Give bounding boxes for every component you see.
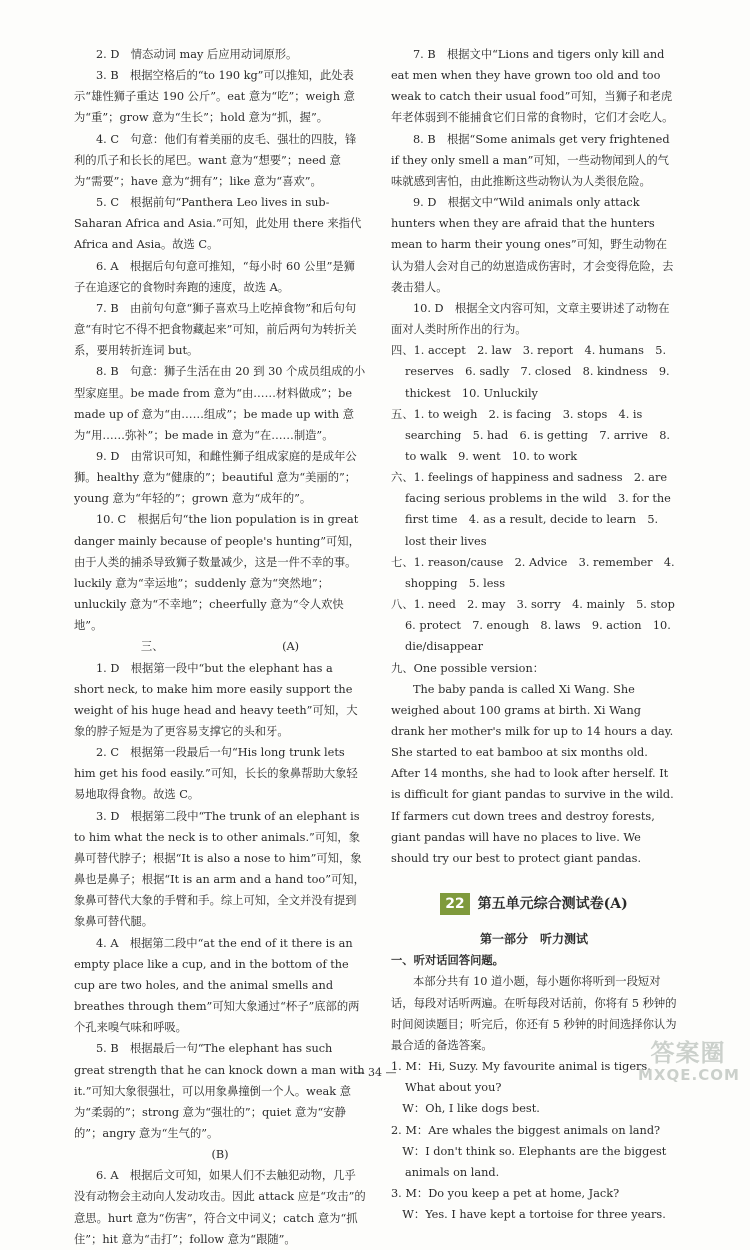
- listening-item: W：I don't think so. Elephants are the biggest animals on land.: [391, 1144, 667, 1179]
- answer-explanation: 2. C 根据第一段最后一句“His long trunk lets him get his food easily.”可知，长长的象鼻帮助大象轻易地取得食物。故选 C。: [74, 746, 358, 802]
- answer-explanation: 2. D 情态动词 may 后应用动词原形。: [96, 48, 298, 61]
- answer-explanation: 三、 (A): [140, 640, 300, 654]
- answer-explanation: 7. B 由前句句意“狮子喜欢马上吃掉食物”和后句句意“有时它不得不把食物藏起来”可知，前后两句为转折关系，要用转折连词 but。: [74, 301, 357, 358]
- unit-title: 第五单元综合测试卷(A): [477, 895, 628, 912]
- answer-explanation: 3. B 根据空格后的“to 190 kg”可以推知，此处表示“雄性狮子重达 190 公斤”。eat 意为“吃”；weigh 意为“重”；grow 意为“生长”；hold 意为“抓，握”。: [74, 69, 355, 125]
- answer-explanation: 6. A 根据后句句意可推知，“每小时 60 公里”是狮子在追逐它的食物时奔跑的速度，故选 A。: [74, 259, 355, 294]
- answer-item: 四、1. accept 2. law 3. report 4. humans 5. reserves 6. sadly 7. closed 8. kindness 9. thickest 10. Unluckily: [391, 344, 670, 400]
- answer-item: 8. B 根据“Some animals get very frightened if they only smell a man”可知，一些动物闻到人的气味就感到害怕，由此推断这些动物认为人类很危险。: [391, 132, 670, 188]
- answer-explanation: 5. B 根据最后一句“The elephant has such great strength that he can knock down a man with it.”可知大象很强壮，可以用象鼻撞倒一个人。weak 意为“柔弱的”；strong 意为“强壮的”；quiet 意为“安静的”；angry 意为“生气的”。: [74, 1042, 365, 1140]
- answer-explanation: 6. A 根据后文可知，如果人们不去触犯动物，几乎没有动物会主动向人发动攻击。因此 attack 应是“攻击”的意思。hurt 意为“伤害”，符合文中词义；catch 意为“抓住”；hit 意为“击打”；follow 意为“跟随”。: [74, 1169, 366, 1246]
- answer-key-section: [391, 44, 687, 869]
- answer-item: 五、1. to weigh 2. is facing 3. stops 4. is searching 5. had 6. is getting 7. arrive 8. to walk 9. went 10. to work: [391, 407, 670, 463]
- listening-item: 2. M：Are whales the biggest animals on land?: [391, 1123, 661, 1137]
- answer-item: The baby panda is called Xi Wang. She weighed about 100 grams at birth. Xi Wang drank her mother's milk for up to 14 hours a day. She started to eat bamboo at six months old. After 14 months, she had to look after herself. It is difficult for giant pandas to survive in the wild. If farmers cut down trees and destroy forests, giant pandas will have no places to live. We should try our best to protect giant pandas.: [391, 682, 674, 865]
- listening-item: W：Oh, I like dogs best.: [391, 1102, 540, 1116]
- listening-item: 1. M：Hi, Suzy. My favourite animal is tigers. What about you?: [391, 1060, 651, 1095]
- unit-heading: [391, 893, 677, 915]
- answer-explanation: 9. D 由常识可知，和雌性狮子组成家庭的是成年公狮。healthy 意为“健康的”；beautiful 意为“美丽的”；young 意为“年轻的”；grown 意为“成年的”。: [74, 449, 357, 506]
- listening-item: 3. M：Do you keep a pet at home, Jack?: [391, 1186, 620, 1200]
- listening-item: 一、听对话回答问题。: [391, 953, 504, 968]
- unit-number-badge: 22: [440, 893, 469, 915]
- answer-item: 9. D 根据文中“Wild animals only attack hunters when they are afraid that the hunters mean to harm their young ones”可知，野生动物在认为猎人会对自己的幼崽造成伤害时，才会变得危险，去袭击猎人。: [391, 196, 674, 294]
- listening-section: [391, 950, 677, 1225]
- answer-item: 六、1. feelings of happiness and sadness 2. are facing serious problems in the wild 3. for the first time 4. as a result, decide to learn 5. lost their lives: [391, 471, 671, 548]
- answer-item: 10. D 根据全文内容可知，文章主要讲述了动物在面对人类时所作出的行为。: [391, 301, 670, 337]
- listening-item: W：Yes. I have kept a tortoise for three years.: [391, 1208, 666, 1222]
- answer-item: 七、1. reason/cause 2. Advice 3. remember 4. shopping 5. less: [391, 555, 675, 590]
- answer-explanation: 1. D 根据第一段中“but the elephant has a short neck, to make him more easily support the weight of his huge head and heavy teeth”可知，大象的脖子短是为了更容易支撑它的头和牙。: [74, 661, 358, 738]
- answer-item: 7. B 根据文中“Lions and tigers only kill and eat men when they have grown too old and too weak to catch their usual food”可知，当狮子和老虎年老体弱到不能捕食它们日常的食物时，它们才会吃人。: [391, 48, 674, 125]
- answer-explanation: 3. D 根据第二段中“The trunk of an elephant is to him what the neck is to other animals.”可知，象鼻可替代脖子；根据“It is also a nose to him”可知，象鼻也是鼻子；根据“It is an arm and a hand too”可知，象鼻可替代大象的手臂和手。综上可知，全文并没有提到象鼻可替代腿。: [74, 809, 365, 929]
- right-column: [391, 44, 687, 1225]
- answer-explanation: 8. B 句意：狮子生活在由 20 到 30 个成员组成的小型家庭里。be made from 意为“由……材料做成”；be made up of 意为“由……组成”；be made up with 意为“用……弥补”；be made in 意为“在……制造”。: [74, 365, 366, 442]
- watermark-logo-text: 答案圈: [650, 1039, 726, 1067]
- part-title: 第一部分 听力测试: [479, 932, 588, 947]
- answer-explanation: 5. C 根据前句“Panthera Leo lives in sub-Saharan Africa and Asia.”可知，此处用 there 来指代 Africa and Asia。故选 C。: [74, 196, 362, 252]
- answer-item: 八、1. need 2. may 3. sorry 4. mainly 5. stop 6. protect 7. enough 8. laws 9. action 10. die/disappear: [391, 598, 687, 654]
- answer-item: 九、One possible version：: [391, 661, 545, 675]
- answer-explanation: (B): [211, 1148, 229, 1162]
- watermark-url: MXQE.COM: [638, 1066, 740, 1084]
- answer-explanation: 10. C 根据后句“the lion population is in great danger mainly because of people's hunting”可知，由于人类的捕杀导致狮子数量减少，这是一件不幸的事。luckily 意为“幸运地”；suddenly 意为“突然地”；unluckily 意为“不幸地”；cheerfully 意为“令人欢快地”。: [74, 513, 360, 633]
- listening-item: 本部分共有 10 道小题，每小题你将听到一段短对话，每段对话听两遍。在听每段对话前，你将有 5 秒钟的时间阅读题目；听完后，你还有 5 秒钟的时间选择你认为最合适的备选答案。: [391, 975, 677, 1052]
- page-number: — 34 —: [353, 1066, 397, 1079]
- answer-explanation: 4. C 句意：他们有着美丽的皮毛、强壮的四肢，锋利的爪子和长长的尾巴。want 意为“想要”；need 意为“需要”；have 意为“拥有”；like 意为“喜欢”。: [74, 132, 357, 188]
- answer-explanation: 4. A 根据第二段中“at the end of it there is an empty place like a cup, and in the bottom of the cup are two holes, and the animal smells and breathes through them”可知大象通过“杯子”底部的两个孔来嗅气味和呼吸。: [74, 936, 360, 1035]
